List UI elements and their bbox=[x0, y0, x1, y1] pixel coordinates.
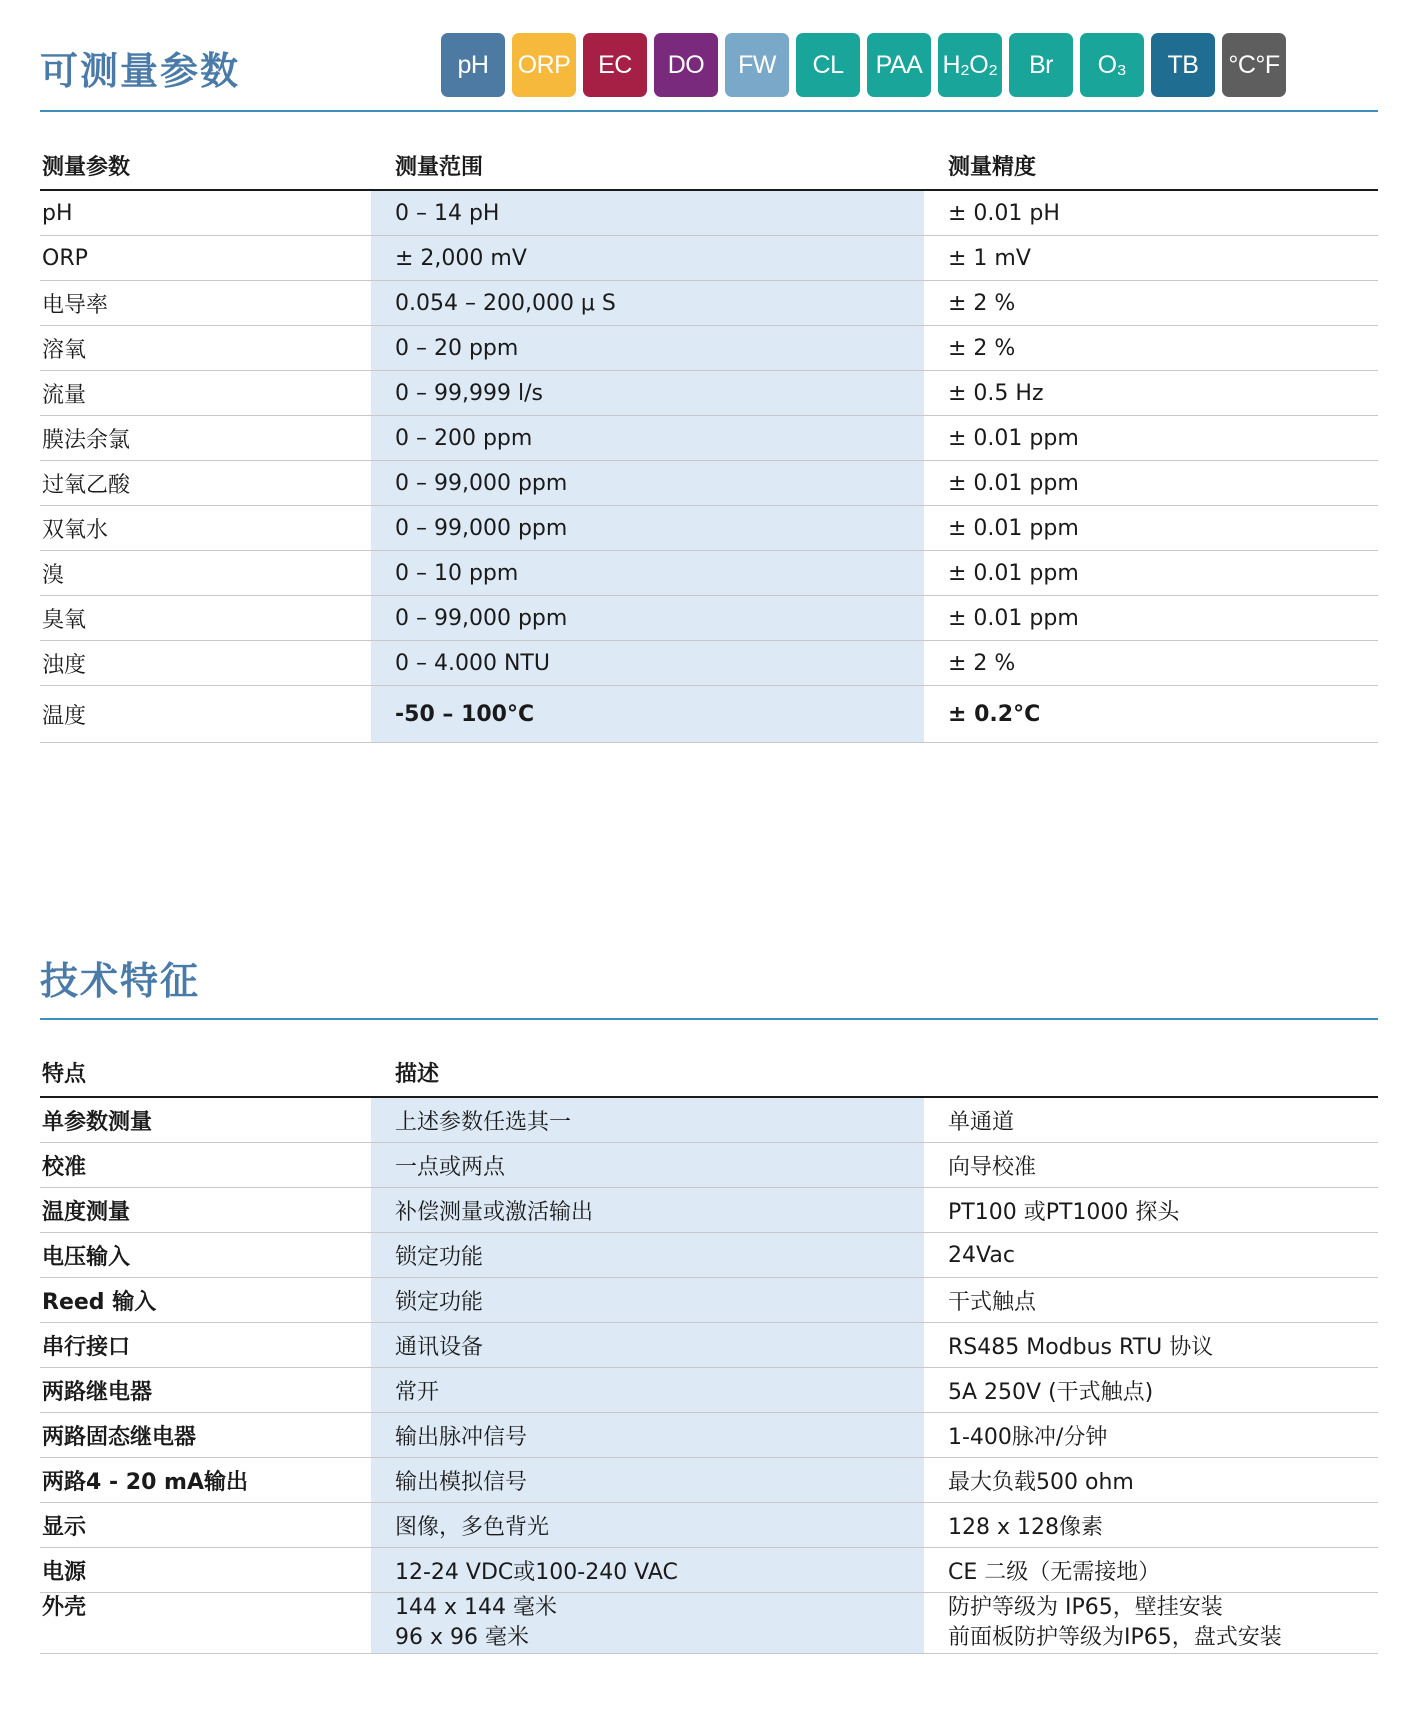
feature-description: 12-24 VDC或100-240 VAC bbox=[371, 1548, 924, 1593]
table-row bbox=[40, 596, 1378, 641]
table-row bbox=[40, 1097, 1378, 1143]
param-accuracy: ± 0.01 ppm bbox=[924, 596, 1378, 641]
table-header-row bbox=[40, 1040, 1378, 1097]
header-parameter: 测量参数 bbox=[40, 133, 371, 190]
feature-detail: PT100 或PT1000 探头 bbox=[924, 1188, 1378, 1233]
feature-description: 补偿测量或激活输出 bbox=[371, 1188, 924, 1233]
param-range: -50 – 100°C bbox=[371, 686, 924, 743]
badge-do: DO bbox=[654, 33, 718, 97]
param-name: 臭氧 bbox=[40, 596, 371, 641]
feature-name: Reed 输入 bbox=[40, 1278, 371, 1323]
table-row bbox=[40, 1593, 1378, 1654]
table-row bbox=[40, 1143, 1378, 1188]
table-row bbox=[40, 1233, 1378, 1278]
param-range: ± 2,000 mV bbox=[371, 236, 924, 281]
badge-orp: ORP bbox=[512, 33, 576, 97]
table-row bbox=[40, 1368, 1378, 1413]
header-detail bbox=[924, 1040, 1378, 1097]
table-row bbox=[40, 461, 1378, 506]
param-name: 电导率 bbox=[40, 281, 371, 326]
table-row bbox=[40, 1503, 1378, 1548]
param-name: 溴 bbox=[40, 551, 371, 596]
table-row bbox=[40, 1458, 1378, 1503]
badge-tb: TB bbox=[1151, 33, 1215, 97]
feature-name: 显示 bbox=[40, 1503, 371, 1548]
table-row bbox=[40, 1413, 1378, 1458]
param-name: ORP bbox=[40, 236, 371, 281]
param-range: 0 – 200 ppm bbox=[371, 416, 924, 461]
badge-h2o2: H₂O₂ bbox=[938, 33, 1002, 97]
param-name: 流量 bbox=[40, 371, 371, 416]
feature-detail: 单通道 bbox=[924, 1097, 1378, 1143]
features-table bbox=[40, 1040, 1378, 1654]
feature-detail: CE 二级（无需接地） bbox=[924, 1548, 1378, 1593]
feature-detail: 5A 250V (干式触点) bbox=[924, 1368, 1378, 1413]
feature-name: 温度测量 bbox=[40, 1188, 371, 1233]
feature-name: 外壳 bbox=[40, 1593, 371, 1654]
table-row bbox=[40, 1548, 1378, 1593]
table-header-row bbox=[40, 133, 1378, 190]
param-accuracy: ± 0.01 pH bbox=[924, 190, 1378, 236]
table-row bbox=[40, 686, 1378, 743]
housing-note-2: 前面板防护等级为IP65，盘式安装 bbox=[948, 1625, 1282, 1650]
housing-size-2: 96 x 96 毫米 bbox=[395, 1625, 529, 1650]
table-row bbox=[40, 1323, 1378, 1368]
section-divider bbox=[40, 1018, 1378, 1020]
feature-description: 锁定功能 bbox=[371, 1233, 924, 1278]
param-range: 0 – 99,999 l/s bbox=[371, 371, 924, 416]
param-accuracy: ± 2 % bbox=[924, 641, 1378, 686]
header-description: 描述 bbox=[371, 1040, 924, 1097]
feature-description: 图像，多色背光 bbox=[371, 1503, 924, 1548]
param-range: 0 – 14 pH bbox=[371, 190, 924, 236]
param-accuracy: ± 0.01 ppm bbox=[924, 551, 1378, 596]
feature-description: 常开 bbox=[371, 1368, 924, 1413]
feature-name: 校准 bbox=[40, 1143, 371, 1188]
feature-description: 输出模拟信号 bbox=[371, 1458, 924, 1503]
table-row bbox=[40, 190, 1378, 236]
param-range: 0 – 99,000 ppm bbox=[371, 596, 924, 641]
param-accuracy: ± 2 % bbox=[924, 281, 1378, 326]
feature-detail: 干式触点 bbox=[924, 1278, 1378, 1323]
feature-name: 两路固态继电器 bbox=[40, 1413, 371, 1458]
param-range: 0 – 99,000 ppm bbox=[371, 461, 924, 506]
table-row bbox=[40, 416, 1378, 461]
header-range: 测量范围 bbox=[371, 133, 924, 190]
features-section-title: 技术特征 bbox=[40, 959, 201, 1003]
param-range: 0 – 10 ppm bbox=[371, 551, 924, 596]
table-row bbox=[40, 281, 1378, 326]
feature-name: 单参数测量 bbox=[40, 1097, 371, 1143]
param-range: 0 – 99,000 ppm bbox=[371, 506, 924, 551]
table-row bbox=[40, 1278, 1378, 1323]
badge-temperature: °C°F bbox=[1222, 33, 1286, 97]
param-range: 0 – 20 ppm bbox=[371, 326, 924, 371]
param-range: 0.054 – 200,000 μ S bbox=[371, 281, 924, 326]
housing-note-1: 防护等级为 IP65，壁挂安装 bbox=[948, 1595, 1223, 1620]
feature-description: 一点或两点 bbox=[371, 1143, 924, 1188]
param-range: 0 – 4.000 NTU bbox=[371, 641, 924, 686]
table-row bbox=[40, 506, 1378, 551]
param-accuracy: ± 0.5 Hz bbox=[924, 371, 1378, 416]
param-name: 温度 bbox=[40, 686, 371, 743]
table-row bbox=[40, 371, 1378, 416]
badge-fw: FW bbox=[725, 33, 789, 97]
param-name: pH bbox=[40, 190, 371, 236]
param-accuracy: ± 0.2°C bbox=[924, 686, 1378, 743]
badge-br: Br bbox=[1009, 33, 1073, 97]
param-accuracy: ± 1 mV bbox=[924, 236, 1378, 281]
badge-paa: PAA bbox=[867, 33, 931, 97]
feature-name: 两路4 - 20 mA输出 bbox=[40, 1458, 371, 1503]
section-divider bbox=[40, 110, 1378, 112]
measurable-section-title: 可测量参数 bbox=[40, 49, 241, 93]
feature-detail: 向导校准 bbox=[924, 1143, 1378, 1188]
feature-description bbox=[371, 1593, 924, 1654]
feature-detail bbox=[924, 1593, 1378, 1654]
measurable-table bbox=[40, 133, 1378, 743]
param-name: 过氧乙酸 bbox=[40, 461, 371, 506]
feature-name: 串行接口 bbox=[40, 1323, 371, 1368]
feature-detail: 最大负载500 ohm bbox=[924, 1458, 1378, 1503]
param-name: 双氧水 bbox=[40, 506, 371, 551]
param-accuracy: ± 0.01 ppm bbox=[924, 506, 1378, 551]
feature-description: 锁定功能 bbox=[371, 1278, 924, 1323]
param-name: 浊度 bbox=[40, 641, 371, 686]
feature-name: 电压输入 bbox=[40, 1233, 371, 1278]
badge-ec: EC bbox=[583, 33, 647, 97]
param-accuracy: ± 0.01 ppm bbox=[924, 416, 1378, 461]
feature-detail: 1-400脉冲/分钟 bbox=[924, 1413, 1378, 1458]
housing-size-1: 144 x 144 毫米 bbox=[395, 1595, 557, 1620]
feature-description: 输出脉冲信号 bbox=[371, 1413, 924, 1458]
feature-name: 电源 bbox=[40, 1548, 371, 1593]
header-feature: 特点 bbox=[40, 1040, 371, 1097]
feature-description: 上述参数任选其一 bbox=[371, 1097, 924, 1143]
feature-name: 两路继电器 bbox=[40, 1368, 371, 1413]
header-accuracy: 测量精度 bbox=[924, 133, 1378, 190]
table-row bbox=[40, 551, 1378, 596]
param-accuracy: ± 0.01 ppm bbox=[924, 461, 1378, 506]
param-name: 膜法余氯 bbox=[40, 416, 371, 461]
param-name: 溶氧 bbox=[40, 326, 371, 371]
table-row bbox=[40, 1188, 1378, 1233]
table-row bbox=[40, 236, 1378, 281]
badge-cl: CL bbox=[796, 33, 860, 97]
badge-o3: O₃ bbox=[1080, 33, 1144, 97]
feature-detail: 128 x 128像素 bbox=[924, 1503, 1378, 1548]
param-accuracy: ± 2 % bbox=[924, 326, 1378, 371]
feature-detail: RS485 Modbus RTU 协议 bbox=[924, 1323, 1378, 1368]
table-row bbox=[40, 641, 1378, 686]
feature-description: 通讯设备 bbox=[371, 1323, 924, 1368]
badge-ph: pH bbox=[441, 33, 505, 97]
feature-detail: 24Vac bbox=[924, 1233, 1378, 1278]
table-row bbox=[40, 326, 1378, 371]
